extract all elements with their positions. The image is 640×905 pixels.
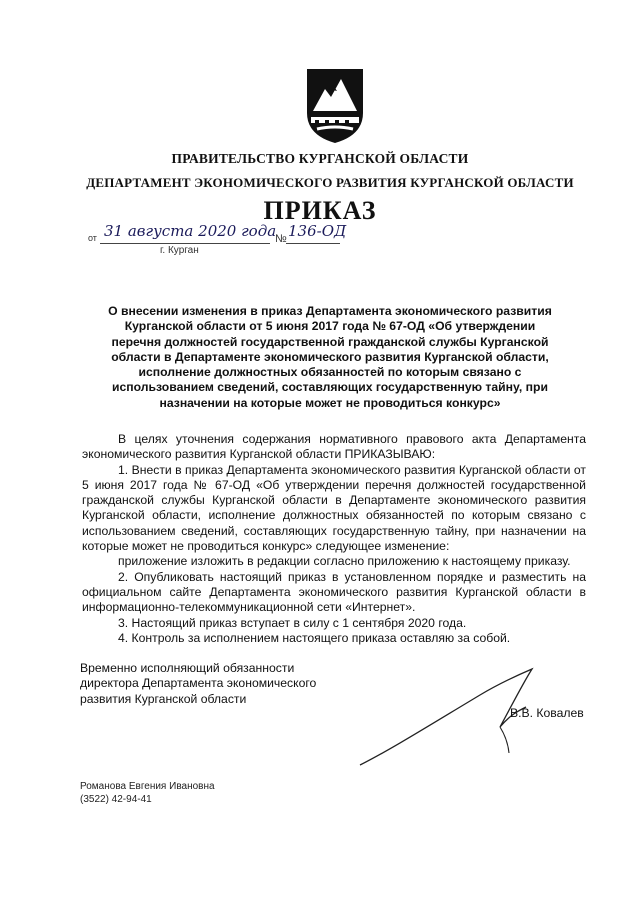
signatory-name: В.В. Ковалев <box>510 706 584 720</box>
city: г. Курган <box>160 245 199 256</box>
coat-of-arms-emblem <box>303 65 367 145</box>
signatory-position: Временно исполняющий обязанности директора Департамента экономического развития Курганской области <box>80 661 317 706</box>
order-body <box>82 432 586 646</box>
order-date: 31 августа 2020 года <box>104 222 277 240</box>
executor-name: Романова Евгения Ивановна <box>80 781 215 792</box>
number-prefix: № <box>275 233 287 245</box>
paragraph-4: 4. Контроль за исполнением настоящего приказа оставляю за собой. <box>118 630 511 645</box>
date-prefix: от <box>88 233 97 243</box>
intro-paragraph: В целях уточнения содержания нормативного правового акта Департамента экономического развития Курганской области ПРИКАЗЫВАЮ: <box>82 432 586 462</box>
department-name: ДЕПАРТАМЕНТ ЭКОНОМИЧЕСКОГО РАЗВИТИЯ КУРГАНСКОЙ ОБЛАСТИ <box>86 175 574 190</box>
number-underline <box>286 243 340 244</box>
handwritten-signature <box>350 655 550 790</box>
date-underline <box>100 243 270 244</box>
paragraph-1: 1. Внести в приказ Департамента экономического развития Курганской области от 5 июня 2017 года № 67-ОД «Об утверждении перечня должностей государственной гражданской службы Курганской области в Департаменте экономического развития Курганской области, исполнение должностных обязанностей по которым связано с использованием сведений, составляющих государственную тайну, при назначении на которые может не проводиться конкурс» следующее изменение: <box>82 462 586 554</box>
paragraph-2: 2. Опубликовать настоящий приказ в установленном порядке и разместить на официальном сайте Департамента экономического развития Курганской области в информационно-телекоммуникационной сети «Интернет». <box>82 569 586 615</box>
order-subject: О внесении изменения в приказ Департамента экономического развития Курганской области от 5 июня 2017 года № 67-ОД «Об утверждении перечня должностей государственной гражданской службы Курганской области в Департаменте экономического развития Курганской области, исполнение должностных обязанностей по которым связано с использованием сведений, составляющих государственную тайну, при назначении на которые может не проводиться конкурс» <box>108 304 552 410</box>
executor-info <box>80 780 215 806</box>
paragraph-3: 3. Настоящий приказ вступает в силу с 1 сентября 2020 года. <box>118 615 467 630</box>
government-name: ПРАВИТЕЛЬСТВО КУРГАНСКОЙ ОБЛАСТИ <box>171 151 469 166</box>
paragraph-1-change: приложение изложить в редакции согласно приложению к настоящему приказу. <box>118 554 571 569</box>
document-title: ПРИКАЗ <box>263 196 377 225</box>
executor-phone: (3522) 42-94-41 <box>80 794 152 805</box>
order-number: 136-ОД <box>288 222 347 240</box>
